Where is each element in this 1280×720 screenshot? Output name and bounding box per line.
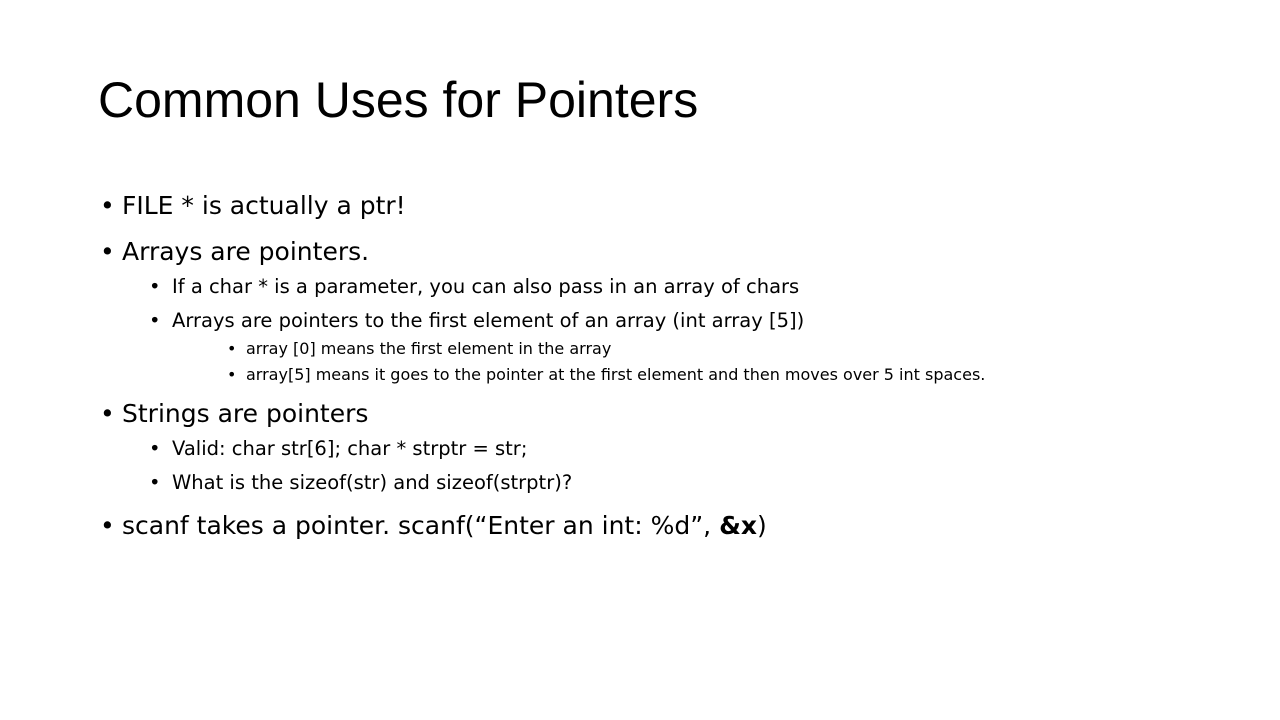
bullet-icon: •: [149, 309, 161, 332]
bullet-icon: •: [100, 237, 115, 266]
slide-body: [100, 190, 1200, 556]
sub-sub-bullet-item: [172, 340, 1200, 358]
sub-bullet-text: What is the sizeof(str) and sizeof(strptr)?: [172, 471, 573, 494]
sub-bullet-item: [122, 308, 1200, 384]
sub-bullet-text: Valid: char str[6]; char * strptr = str;: [172, 437, 528, 460]
sub-bullet-item: [122, 274, 1200, 300]
bullet-icon: •: [149, 437, 161, 460]
sub-bullet-text: If a char * is a parameter, you can also pass in an array of chars: [172, 275, 800, 298]
bullet-text: FILE * is actually a ptr!: [122, 191, 406, 220]
sub-sub-bullet-list: [172, 340, 1200, 384]
bullet-list: [100, 190, 1200, 542]
sub-bullet-list: [122, 436, 1200, 496]
sub-bullet-item: [122, 470, 1200, 496]
sub-sub-bullet-item: [172, 366, 1200, 384]
bullet-text-suffix: ): [757, 511, 767, 540]
bullet-icon: •: [227, 339, 237, 358]
sub-bullet-item: [122, 436, 1200, 462]
bullet-icon: •: [149, 275, 161, 298]
slide-title: Common Uses for Pointers: [98, 72, 699, 128]
sub-sub-bullet-text: array[5] means it goes to the pointer at the first element and then moves over 5 int spaces.: [246, 365, 986, 384]
sub-sub-bullet-text: array [0] means the first element in the array: [246, 339, 612, 358]
bullet-text-bold: &x: [719, 511, 757, 540]
bullet-item: [100, 190, 1200, 222]
bullet-icon: •: [100, 399, 115, 428]
bullet-text-prefix: scanf takes a pointer. scanf(“Enter an int: %d”,: [122, 511, 720, 540]
bullet-item: [100, 398, 1200, 496]
sub-bullet-text: Arrays are pointers to the first element of an array (int array [5]): [172, 309, 805, 332]
bullet-item: [100, 510, 1200, 542]
bullet-item: [100, 236, 1200, 384]
bullet-text: Strings are pointers: [122, 399, 369, 428]
bullet-text: Arrays are pointers.: [122, 237, 370, 266]
bullet-icon: •: [100, 511, 115, 540]
sub-bullet-list: [122, 274, 1200, 384]
bullet-icon: •: [149, 471, 161, 494]
bullet-icon: •: [227, 365, 237, 384]
bullet-icon: •: [100, 191, 115, 220]
